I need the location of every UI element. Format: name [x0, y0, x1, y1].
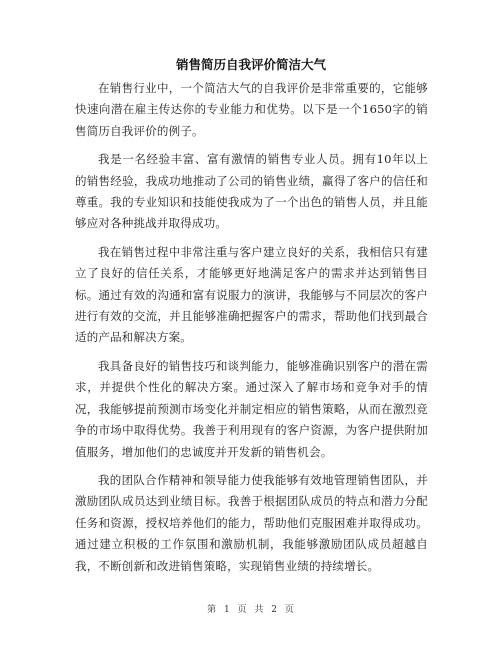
page-number-footer: 第 1 页 共 2 页	[207, 605, 295, 615]
paragraph-teamwork: 我的团队合作精神和领导能力使我能够有效地管理销售团队，并激励团队成员达到业绩目标。我善于根据团队成员的特点和潜力分配任务和资源，授权培养他们的能力，帮助他们克服困难并取得成功。通过建立积极的工作氛围和激励机制，我能够激励团队成员超越自我，不断创新和改进销售策略，实现销售业绩的持续增长。	[75, 472, 428, 573]
paragraph-experience: 我是一名经验丰富、富有激情的销售专业人员。拥有10年以上的销售经验，我成功地推动了公司的销售业绩，赢得了客户的信任和尊重。我的专业知识和技能使我成为了一个出色的销售人员，并且能够应对各种挑战并取得成功。	[75, 152, 428, 231]
paragraph-sales-skills: 我具备良好的销售技巧和谈判能力，能够准确识别客户的潜在需求，并提供个性化的解决方案。通过深入了解市场和竞争对手的情况，我能够提前预测市场变化并制定相应的销售策略，从而在激烈竞争的市场中取得优势。我善于利用现有的客户资源，为客户提供附加值服务，增加他们的忠诚度并开发新的销售机会。	[75, 358, 428, 459]
paragraph-client-relations: 我在销售过程中非常注重与客户建立良好的关系，我相信只有建立了良好的信任关系，才能够更好地满足客户的需求并达到销售目标。通过有效的沟通和富有说服力的演讲，我能够与不同层次的客户进行有效的交流，并且能够准确把握客户的需求，帮助他们找到最合适的产品和解决方案。	[75, 244, 428, 345]
document-body	[75, 78, 428, 584]
document-title: 销售简历自我评价简洁大气	[175, 57, 326, 72]
paragraph-intro: 在销售行业中，一个简洁大气的自我评价是非常重要的，它能够快速向潜在雇主传达你的专业能力和优势。以下是一个1650字的销售简历自我评价的例子。	[75, 81, 428, 138]
